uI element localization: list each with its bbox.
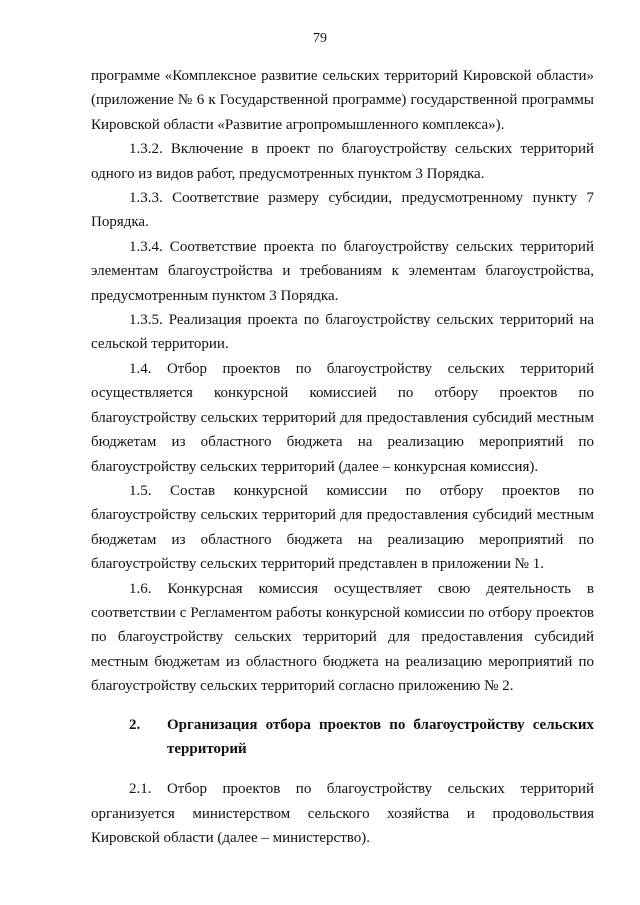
paragraph-1-3-2: 1.3.2. Включение в проект по благоустройству сельских территорий одного из видов работ, предусмотренных пунктом 3 Порядка.: [91, 141, 594, 182]
paragraph-1-3-3: 1.3.3. Соответствие размеру субсидии, предусмотренному пункту 7 Порядка.: [91, 190, 594, 231]
paragraph-1-4: 1.4. Отбор проектов по благоустройству сельских территорий осуществляется конкурсной комиссией по отбору проектов по благоустройству сельских территорий для предоставления субсидий местным бюджетам из областного бюджета на реализацию мероприятий по благоустройству сельских территорий (далее – конкурсная комиссия).: [91, 360, 594, 475]
paragraph-1-3-4: 1.3.4. Соответствие проекта по благоустройству сельских территорий элементам благоустройства и требованиям к элементам благоустройства, предусмотренным пунктом 3 Порядка.: [91, 238, 594, 304]
section-title: Организация отбора проектов по благоустройству сельских территорий: [167, 716, 594, 757]
section-heading: [91, 713, 594, 762]
paragraph-2-1: 2.1. Отбор проектов по благоустройству сельских территорий организуется министерством сельского хозяйства и продовольствия Кировской области (далее – министерство).: [91, 781, 594, 847]
section-number: 2.: [129, 716, 141, 733]
paragraph-1-3-5: 1.3.5. Реализация проекта по благоустройству сельских территорий на сельской территории.: [91, 312, 594, 353]
paragraph-continuation: программе «Комплексное развитие сельских территорий Кировской области» (приложение № 6 к Государственной программе) государственной программы Кировской области «Развитие агропромышленного комплекса»).: [91, 68, 594, 133]
page-number: 79: [313, 31, 327, 46]
document-body: [91, 64, 594, 851]
paragraph-1-5: 1.5. Состав конкурсной комиссии по отбору проектов по благоустройству сельских территорий для предоставления субсидий местным бюджетам из областного бюджета на реализацию мероприятий по благоустройству сельских территорий представлен в приложении № 1.: [91, 482, 594, 573]
paragraph-1-6: 1.6. Конкурсная комиссия осуществляет свою деятельность в соответствии с Регламентом работы конкурсной комиссии по отбору проектов по благоустройству сельских территорий для предоставления субсидий местным бюджетам из областного бюджета на реализацию мероприятий по благоустройству сельских территорий согласно приложению № 2.: [91, 580, 594, 695]
